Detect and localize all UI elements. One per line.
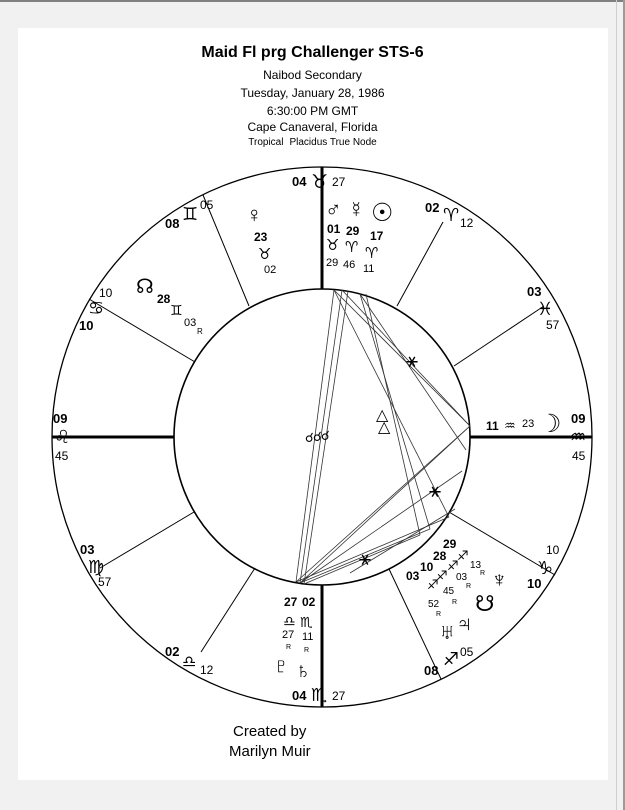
chart-time: 6:30:00 PM GMT [266,104,359,118]
neptune-icon: ♆ [491,567,508,592]
sun-degree: 17 [370,229,384,243]
venus-minute: 02 [264,264,277,276]
moon-icon: ☽ [539,410,562,438]
libra-icon: ♎ [182,654,197,671]
south-node-icon: ☋ [475,591,495,616]
north-node-retrograde: R [197,327,203,336]
cusp-line-5 [201,568,255,652]
sun-sign-aries-icon: ♈ [365,245,379,262]
north-node-sign-gemini-icon: ♊ [170,302,183,318]
pluto-retrograde: R [286,644,292,651]
moon-degree: 11 [486,419,499,433]
moon-sign-aquarius-icon: ♒ [504,418,516,433]
venus-sign-taurus-icon: ♉ [258,246,272,263]
aspect-line [334,290,470,426]
chart-place: Cape Canaveral, Florida [247,120,378,134]
sagittarius-icon: ♐ [443,649,460,669]
house-system-label: Placidus True Node [289,137,377,148]
venus-icon: ♀ [246,202,263,227]
sextile-aspect-mark: ⚹ [406,350,418,372]
uranus-icon: ♅ [439,619,456,644]
zodiac-label: Tropical [248,137,284,148]
south-node-retrograde: R [466,583,472,590]
cancer-icon: ♋ [88,298,105,318]
cusp-7-degree: 09 [571,411,586,426]
south-node-sign-sagittarius-icon: ♐ [447,558,459,573]
saturn-degree: 02 [302,595,316,609]
uranus-degree: 10 [420,560,434,574]
aspect-line [366,294,420,535]
mars-icon: ♂ [325,197,342,222]
cusp-12-degree: 03 [527,284,542,299]
conjunction-aspect-mark: ☌ [305,430,314,445]
south-node-degree: 28 [433,549,447,563]
cusp-12-left-minute: 10 [99,286,113,300]
sun-icon: ☉ [371,199,394,227]
north-node-minute: 03 [184,317,197,329]
neptune-retrograde: R [480,570,486,577]
jupiter-icon: ♃ [456,611,473,636]
cusp-line-12 [454,306,544,366]
taurus-icon: ♉ [311,172,329,193]
pluto-icon: ♇ [273,653,290,678]
south-node-minute: 03 [456,572,468,583]
moon-minute: 23 [522,418,535,430]
cusp-4-minute: 27 [332,689,346,703]
credit-line-1: Created by [233,723,307,740]
cusp-1-degree: 09 [53,411,68,426]
saturn-minute: 11 [302,631,314,643]
mars-minute: 29 [326,257,339,269]
saturn-icon: ♄ [295,658,312,683]
aquarius-icon: ♒ [570,427,587,447]
jupiter-minute: 45 [443,586,455,597]
mars-sign-taurus-icon: ♉ [326,237,340,254]
uranus-minute: 52 [428,599,440,610]
jupiter-degree: 29 [443,537,457,551]
conjunction-aspect-mark: ☌ [313,429,322,444]
neptune-degree: 03 [406,569,420,583]
cusp-4-degree: 04 [292,688,307,703]
mercury-minute: 46 [343,259,356,271]
pluto-minute: 27 [282,629,295,641]
cusp-12-minute: 57 [546,318,560,332]
cusp-5-degree: 08 [424,663,439,678]
cusp-12-left-degree: 10 [79,318,94,333]
uranus-sign-sagittarius-icon: ♐ [436,568,448,583]
trine-aspect-mark: △ [378,419,391,436]
pisces-icon: ♓ [537,299,554,319]
cusp-line-11 [397,222,443,306]
saturn-retrograde: R [304,647,310,654]
cusp-6-minute: 10 [546,543,560,557]
cusp-10-degree: 04 [292,174,307,189]
chart-method: Naibod Secondary [263,68,362,82]
mars-degree: 01 [327,222,341,236]
mercury-degree: 29 [346,224,360,238]
conjunction-aspect-mark: ☌ [321,428,330,443]
chart-title: Maid Fl prg Challenger STS-6 [201,44,424,61]
cusp-1-minute: 45 [55,449,69,463]
cusp-7-minute: 45 [572,449,586,463]
chart-date: Tuesday, January 28, 1986 [240,86,385,100]
cusp-3-minute: 12 [200,663,214,677]
mercury-icon: ☿ [348,197,365,222]
saturn-sign-scorpio-icon: ♏ [300,614,313,630]
cusp-11-left-minute: 05 [200,198,214,212]
cusp-11-degree: 02 [425,200,440,215]
cusp-11-minute: 12 [460,216,474,230]
pluto-degree: 27 [284,595,298,609]
credit-author: Marilyn Muir [229,743,311,760]
virgo-icon: ♍ [88,557,105,577]
neptune-sign-sagittarius-icon: ♐ [427,577,439,592]
sun-minute: 11 [363,263,375,275]
venus-degree: 23 [254,230,268,244]
cusp-line-6 [100,512,194,568]
north-node-degree: 28 [157,292,171,306]
jupiter-sign-sagittarius-icon: ♐ [457,548,469,563]
cusp-2-degree: 03 [80,542,95,557]
uranus-retrograde: R [436,611,442,618]
trine-aspect-mark: △ [376,407,389,424]
cusp-10-minute: 27 [332,175,346,189]
sextile-aspect-mark: ⚹ [429,480,441,502]
jupiter-retrograde: R [452,599,458,606]
north-node-icon: ☊ [136,276,154,298]
cusp-11-left-degree: 08 [165,216,180,231]
cusp-2-minute: 57 [98,575,112,589]
aries-icon: ♈ [443,205,460,225]
cusp-5-minute: 05 [460,645,474,659]
neptune-minute: 13 [470,560,482,571]
cusp-3-degree: 02 [165,644,180,659]
mercury-sign-aries-icon: ♈ [345,239,359,256]
scorpio-icon: ♏ [311,685,328,705]
cusp-6-degree: 10 [527,576,542,591]
capricorn-icon: ♑ [537,558,554,578]
leo-icon: ♌ [54,427,71,447]
gemini-icon: ♊ [182,204,199,224]
sextile-aspect-mark: ⚹ [359,548,371,570]
pluto-sign-libra-icon: ♎ [283,613,296,629]
